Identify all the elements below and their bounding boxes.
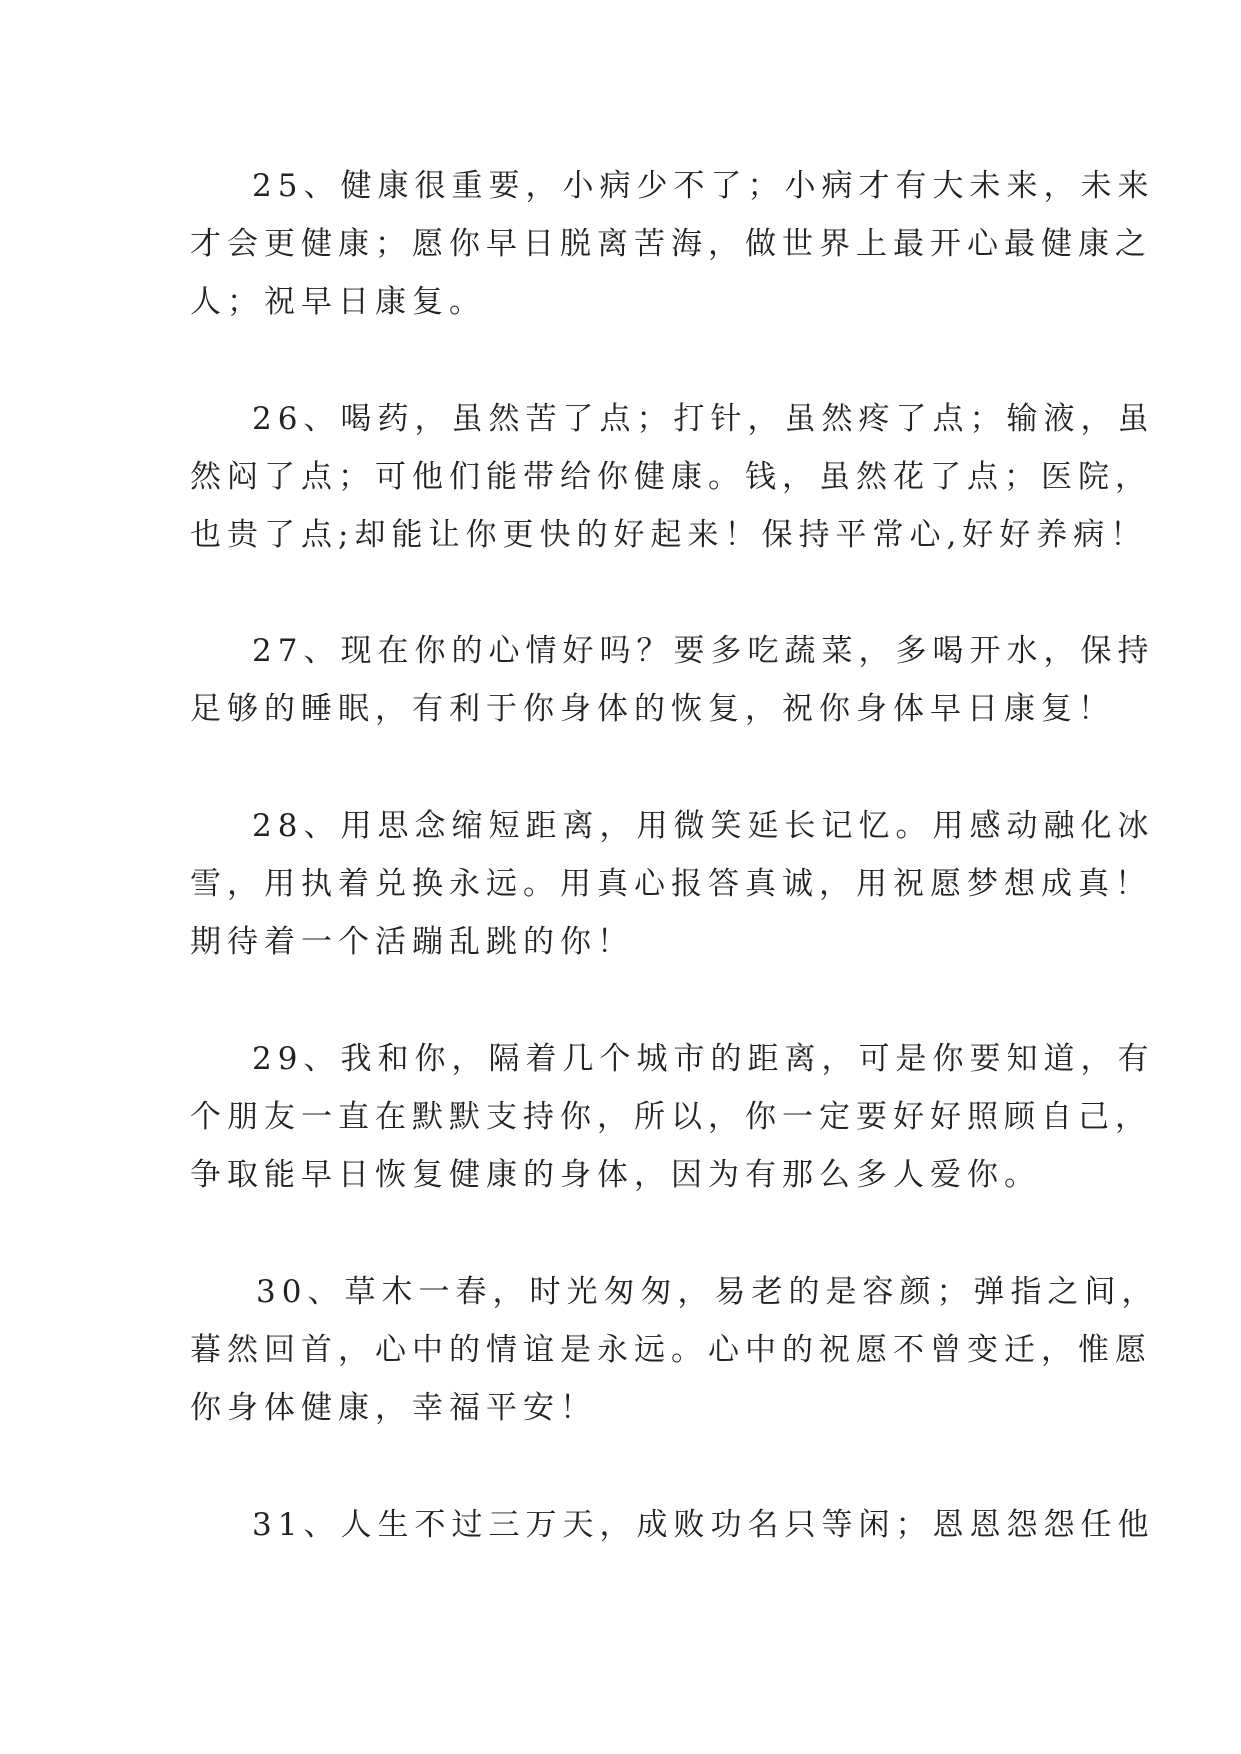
paragraph-line: 足够的睡眠，有利于你身体的恢复，祝你身体早日康复！: [190, 691, 1115, 727]
paragraph-line: 雪，用执着兑换永远。用真心报答真诚，用祝愿梦想成真！: [190, 866, 1152, 902]
paragraph-line: 暮然回首，心中的情谊是永远。心中的祝愿不曾变迁，惟愿: [190, 1332, 1152, 1368]
paragraph-line: 26、喝药，虽然苦了点；打针，虽然疼了点；输液，虽: [252, 401, 1155, 437]
paragraph-line: 27、现在你的心情好吗？要多吃蔬菜，多喝开水，保持: [252, 633, 1155, 669]
paragraph-29: [190, 1030, 1155, 1204]
paragraph-line: 31、人生不过三万天，成败功名只等闲；恩恩怨怨任他: [252, 1507, 1155, 1543]
paragraph-line: 28、用思念缩短距离，用微笑延长记忆。用感动融化冰: [252, 808, 1155, 844]
paragraph-25: [190, 157, 1155, 331]
paragraph-line: 争取能早日恢复健康的身体，因为有那么多人爱你。: [190, 1157, 1041, 1193]
paragraph-30: [190, 1263, 1159, 1437]
paragraph-28: [190, 797, 1155, 971]
paragraph-line: 然闷了点；可他们能带给你健康。钱，虽然花了点；医院，: [190, 459, 1152, 495]
paragraph-line: 也贵了点;却能让你更快的好起来！保持平常心,好好养病！: [190, 517, 1148, 553]
paragraph-line: 才会更健康；愿你早日脱离苦海，做世界上最开心最健康之: [190, 226, 1152, 262]
paragraph-line: 30、草木一春，时光匆匆，易老的是容颜；弹指之间，: [256, 1274, 1159, 1310]
paragraph-line: 个朋友一直在默默支持你，所以，你一定要好好照顾自己，: [190, 1099, 1152, 1135]
paragraph-line: 人；祝早日康复。: [190, 284, 486, 320]
paragraph-line: 期待着一个活蹦乱跳的你！: [190, 924, 634, 960]
paragraph-line: 你身体健康，幸福平安！: [190, 1390, 597, 1426]
paragraph-27: [190, 622, 1155, 738]
paragraph-26: [190, 390, 1155, 564]
paragraph-31: [190, 1496, 1155, 1554]
paragraph-line: 25、健康很重要，小病少不了；小病才有大未来，未来: [252, 168, 1155, 204]
paragraph-line: 29、我和你，隔着几个城市的距离，可是你要知道，有: [252, 1041, 1155, 1077]
